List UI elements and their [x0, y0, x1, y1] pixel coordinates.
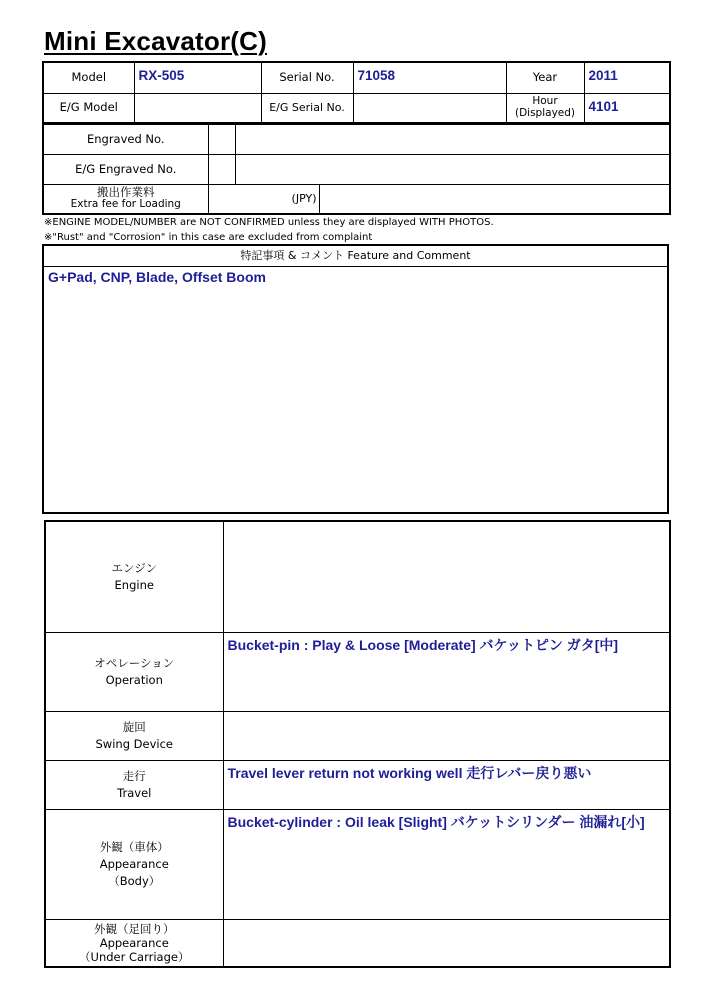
- engraved-table: [42, 123, 671, 215]
- category-engine-jp: エンジン: [111, 560, 157, 575]
- eg-engraved-value: [235, 154, 670, 184]
- category-engine-en: Engine: [114, 577, 154, 592]
- comment-travel: Travel lever return not working well 走行レバー戻り悪い: [223, 760, 670, 809]
- engraved-value: [235, 124, 670, 154]
- inspection-row-engine: [45, 521, 670, 632]
- category-appearance-undercarriage-jp: 外観（足回り）: [94, 921, 175, 936]
- note-rust-excluded: ※"Rust" and "Corrosion" in this case are excluded from complaint: [44, 232, 373, 243]
- eg-serial-value: [353, 93, 506, 123]
- model-label: Model: [43, 62, 134, 93]
- extra-fee-value: [319, 184, 670, 214]
- comment-heading: 特記事項 & コメント Feature and Comment: [44, 246, 667, 267]
- hour-label-line2: (Displayed): [514, 106, 576, 119]
- engraved-label: Engraved No.: [43, 124, 208, 154]
- inspection-row-swing: [45, 711, 670, 760]
- eg-serial-label: E/G Serial No.: [261, 93, 353, 123]
- category-swing-en: Swing Device: [95, 736, 173, 751]
- eg-model-label: E/G Model: [43, 93, 134, 123]
- comment-operation: Bucket-pin : Play & Loose [Moderate] バケットピン ガタ[中]: [223, 632, 670, 711]
- hour-value: 4101: [584, 93, 670, 123]
- comment-text: G+Pad, CNP, Blade, Offset Boom: [48, 269, 266, 285]
- inspection-row-appearance-undercarriage: [45, 919, 670, 967]
- category-appearance-body-jp: 外観（車体）: [99, 839, 169, 854]
- category-operation-en: Operation: [105, 672, 163, 687]
- category-appearance-undercarriage-en2: （Under Carriage）: [79, 949, 190, 964]
- category-operation-jp: オペレーション: [94, 655, 175, 670]
- eg-model-value: [134, 93, 261, 123]
- comment-appearance-body: Bucket-cylinder : Oil leak [Slight] バケットシリンダー 油漏れ[小]: [223, 809, 670, 919]
- inspection-row-appearance-body: [45, 809, 670, 919]
- year-label: Year: [506, 62, 584, 93]
- comment-appearance-undercarriage: [223, 919, 670, 967]
- extra-fee-label-en: Extra fee for Loading: [70, 197, 181, 210]
- category-engine: [45, 521, 223, 632]
- comment-engine: [223, 521, 670, 632]
- category-appearance-body-en2: （Body）: [108, 873, 161, 888]
- inspection-row-travel: [45, 760, 670, 809]
- engraved-check-cell: [208, 124, 235, 154]
- serial-label: Serial No.: [261, 62, 353, 93]
- year-value: 2011: [584, 62, 670, 93]
- category-swing: [45, 711, 223, 760]
- category-operation: [45, 632, 223, 711]
- category-travel-jp: 走行: [122, 768, 146, 783]
- hour-label: [506, 93, 584, 123]
- inspection-table: [44, 520, 671, 968]
- extra-fee-label-jp: 搬出作業料: [97, 185, 155, 200]
- serial-value: 71058: [353, 62, 506, 93]
- inspection-row-operation: [45, 632, 670, 711]
- comment-box: [42, 244, 669, 514]
- eg-engraved-label: E/G Engraved No.: [43, 154, 208, 184]
- hour-label-line1: Hour: [532, 95, 558, 108]
- comment-swing: [223, 711, 670, 760]
- model-value: RX-505: [134, 62, 261, 93]
- header-table: [42, 61, 671, 124]
- extra-fee-label: [43, 184, 208, 214]
- category-appearance-undercarriage: [45, 919, 223, 967]
- category-appearance-body-en: Appearance: [99, 856, 169, 871]
- note-engine-confirm: ※ENGINE MODEL/NUMBER are NOT CONFIRMED unless they are displayed WITH PHOTOS.: [44, 217, 494, 228]
- page-title: Mini Excavator(C): [44, 26, 268, 56]
- eg-engraved-check-cell: [208, 154, 235, 184]
- category-travel: [45, 760, 223, 809]
- extra-fee-currency: (JPY): [208, 184, 319, 214]
- category-swing-jp: 旋回: [122, 719, 146, 734]
- category-appearance-undercarriage-en: Appearance: [99, 935, 169, 950]
- category-appearance-body: [45, 809, 223, 919]
- category-travel-en: Travel: [117, 785, 152, 800]
